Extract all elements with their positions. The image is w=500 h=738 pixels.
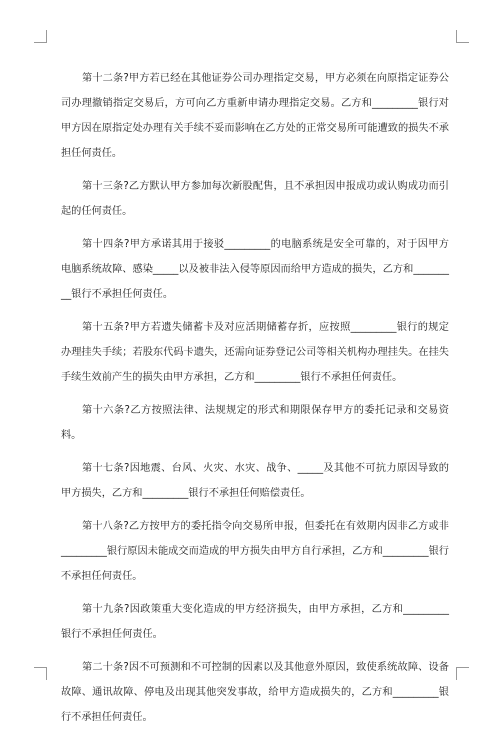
crop-mark-top-left: [34, 30, 47, 43]
article-12: 第十二条?甲方若已经在其他证券公司办理指定交易，甲方必须在向原指定证券公司办理撤销指定交易后，方可向乙方重新申请办理指定交易。乙方和_________银行对甲方因在原指定处办理有关手续不妥而影响在乙方处的正常交易所可能遭致的损失不承担任何责任。: [61, 73, 449, 159]
crop-mark-bottom-right: [456, 667, 469, 680]
article-13: 第十三条?乙方默认甲方参加每次新股配售，且不承担因申报成功或认购成功而引起的任何责任。: [61, 181, 449, 217]
document-body: [61, 66, 449, 738]
article-20: 第二十条?因不可预测和不可控制的因素以及其他意外原因，致使系统故障、设备故障、通讯故障、停电及出现其他突发事故，给甲方造成损失的，乙方和_________银行不承担任何责任。: [61, 662, 449, 723]
crop-mark-top-right: [456, 30, 469, 43]
article-14: 第十四条?甲方承诺其用于接驳_________的电脑系统是安全可靠的，对于因甲方电脑系统故障、感染_____以及被非法入侵等原因而给甲方造成的损失，乙方和_________银行不承担任何责任。: [61, 239, 449, 300]
article-18: 第十八条?乙方按甲方的委托指令向交易所申报，但委托在有效期内因非乙方或非_________银行原因未能成交而造成的甲方损失由甲方自行承担，乙方和_________银行不承担任何责任。: [61, 521, 449, 582]
crop-mark-bottom-left: [34, 667, 47, 680]
article-19: 第十九条?因政策重大变化造成的甲方经济损失，由甲方承担，乙方和_________银行不承担任何责任。: [61, 604, 449, 640]
article-15: 第十五条?甲方若遗失储蓄卡及对应活期储蓄存折，应按照_________银行的规定办理挂失手续；若股东代码卡遗失，还需向证券登记公司等相关机构办理挂失。在挂失手续生效前产生的损失由甲方承担，乙方和_________银行不承担任何责任。: [61, 322, 449, 383]
article-16: 第十六条?乙方按照法律、法规规定的形式和期限保存甲方的委托记录和交易资料。: [61, 405, 449, 441]
article-17: 第十七条?因地震、台风、火灾、水灾、战争、_____及其他不可抗力原因导致的甲方损失，乙方和_________银行不承担任何赔偿责任。: [61, 463, 449, 499]
